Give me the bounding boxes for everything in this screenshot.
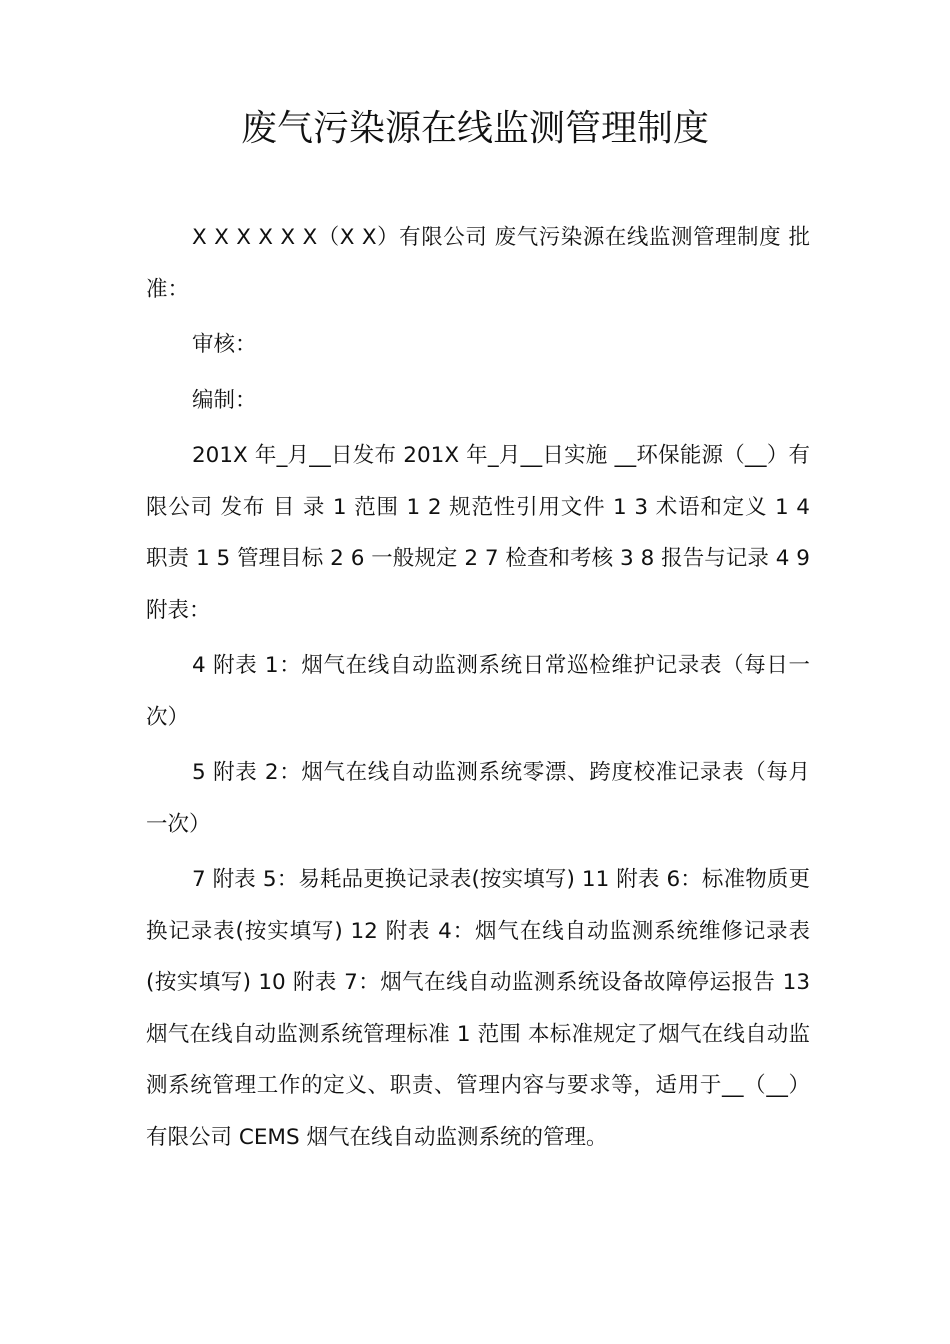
paragraph-appendix-scope: 7 附表 5：易耗品更换记录表(按实填写) 11 附表 6：标准物质更换记录表(按实填写) 12 附表 4：烟气在线自动监测系统维修记录表(按实填写) 10 附表 7：烟气在线自动监测系统设备故障停运报告 13 烟气在线自动监测系统管理标准 1 范围 本标准规定了烟气在线自动监测系统管理工作的定义、职责、管理内容与要求等，适用于__（__）有限公司 CEMS 烟气在线自动监测系统的管理。 [146, 867, 810, 1150]
document-body [146, 212, 810, 1167]
paragraph-release-toc: 201X 年_月__日发布 201X 年_月__日实施 __环保能源（__）有限公司 发布 目 录 1 范围 1 2 规范性引用文件 1 3 术语和定义 1 4 职责 1 5 管理目标 2 6 一般规定 2 7 检查和考核 3 8 报告与记录 4 9 附表： [146, 443, 810, 623]
paragraph-appendix-1: 4 附表 1：烟气在线自动监测系统日常巡检维护记录表（每日一次） [146, 653, 810, 730]
paragraph-appendix-2: 5 附表 2：烟气在线自动监测系统零漂、跨度校准记录表（每月一次） [146, 760, 810, 837]
paragraph-company-approval: X X X X X X（X X）有限公司 废气污染源在线监测管理制度 批准： [146, 225, 810, 302]
document-title: 废气污染源在线监测管理制度 [240, 108, 709, 149]
paragraph-review: 审核： [192, 332, 257, 357]
paragraph-compile: 编制： [192, 387, 257, 413]
